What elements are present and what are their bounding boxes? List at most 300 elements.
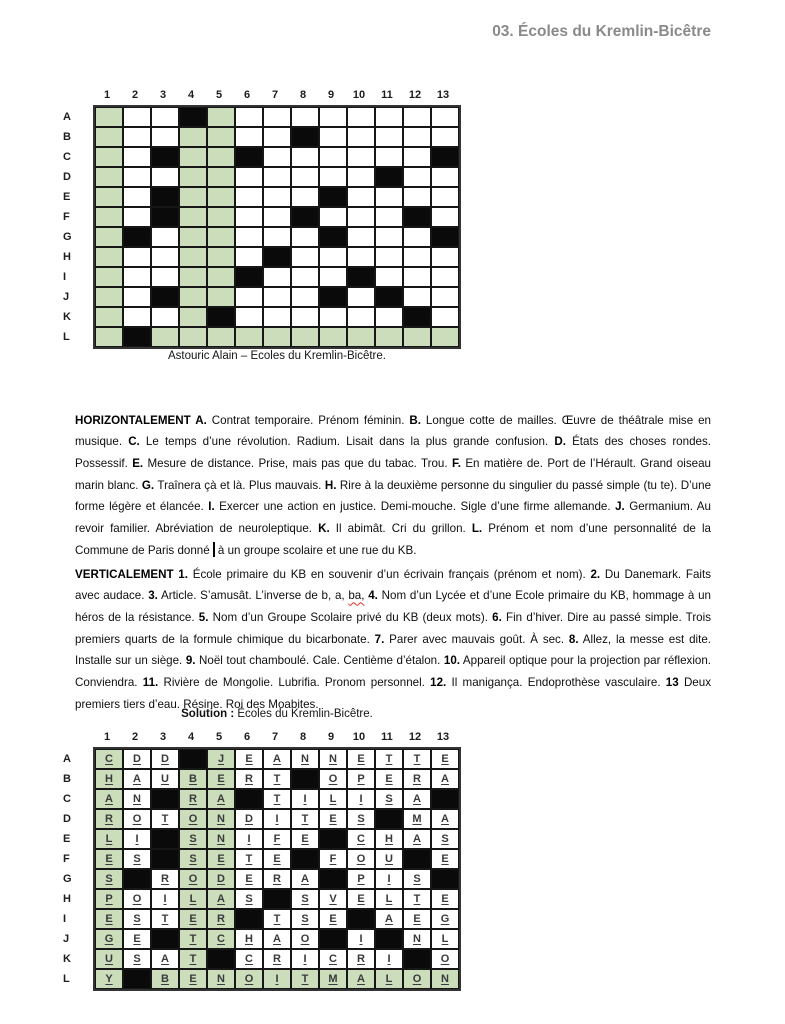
cell-letter: A [413,792,421,805]
cell-H9 [319,247,347,267]
cell-C2 [123,789,151,809]
cell-E10 [347,829,375,849]
cell-L4 [179,969,207,989]
cell-C1 [95,789,123,809]
cell-B2 [123,127,151,147]
cell-K11 [375,949,403,969]
cell-A3 [151,749,179,769]
cell-L6 [235,969,263,989]
cell-F7 [263,849,291,869]
cell-H6 [235,247,263,267]
cell-E13 [431,829,459,849]
cell-letter: T [161,812,169,825]
cell-letter: L [105,832,113,845]
cell-letter: I [247,832,251,845]
cell-H1 [95,247,123,267]
row-label-A: A [63,111,71,123]
cell-L7 [263,969,291,989]
cell-letter: S [133,952,141,965]
cell-E1 [95,187,123,207]
cell-B8 [291,769,319,789]
cell-A10 [347,107,375,127]
cell-F1 [95,207,123,227]
cell-C12 [403,789,431,809]
clue-text: Le temps d’une révolution. Radium. Lisait dans la plus grande confusion. [139,435,555,449]
cell-B3 [151,769,179,789]
cell-G5 [207,227,235,247]
cell-B4 [179,769,207,789]
cell-D12 [403,167,431,187]
cell-D2 [123,809,151,829]
cell-letter: G [104,932,114,945]
horizontal-clues [75,410,711,562]
cell-B12 [403,769,431,789]
cell-C5 [207,147,235,167]
cell-letter: S [385,792,393,805]
cell-letter: E [329,812,337,825]
misspelled-word: ba, [348,589,365,603]
cell-J2 [123,929,151,949]
cell-letter: S [245,892,253,905]
clue-text: États des choses rondes. Possessif. [75,435,711,470]
cell-letter: A [357,972,365,985]
col-number-10: 10 [352,730,366,743]
cell-letter: E [441,852,449,865]
cell-letter: E [189,912,197,925]
cell-F2 [123,207,151,227]
cell-A5 [207,107,235,127]
cell-L7 [263,327,291,347]
cell-H4 [179,247,207,267]
cell-letter: H [245,932,253,945]
cell-G7 [263,869,291,889]
cell-letter: S [189,852,197,865]
cell-I5 [207,909,235,929]
cell-I10 [347,267,375,287]
row-label-G: G [63,231,72,243]
cell-I2 [123,909,151,929]
clue-text: Traînera çà et là. Plus mauvais. [154,478,325,492]
cell-A11 [375,749,403,769]
cell-H9 [319,889,347,909]
cell-letter: I [387,872,391,885]
cell-D11 [375,809,403,829]
cell-letter: C [217,932,225,945]
clue-text: Germanium. Au revoir familier. Abréviation de neuroleptique. [75,500,711,536]
cell-B12 [403,127,431,147]
grid-cells [93,105,461,349]
cell-J7 [263,929,291,949]
cell-letter: I [359,932,363,945]
cell-J5 [207,287,235,307]
cell-B3 [151,127,179,147]
row-label-E: E [63,833,71,845]
page-title: 03. Écoles du Kremlin-Bicêtre [492,23,711,40]
cell-J8 [291,929,319,949]
clue-marker: 2. [590,567,601,581]
cell-G11 [375,227,403,247]
cell-B5 [207,769,235,789]
clue-marker: G. [141,478,155,492]
cell-C13 [431,147,459,167]
col-number-9: 9 [327,730,335,743]
cell-letter: N [217,812,225,825]
puzzle-author-caption: Astouric Alain – Ecoles du Kremlin-Bicêtre. [168,350,386,362]
cell-E12 [403,829,431,849]
cell-J7 [263,287,291,307]
cell-H13 [431,247,459,267]
cell-C12 [403,147,431,167]
cell-letter: R [357,952,365,965]
cell-A7 [263,107,291,127]
cell-letter: I [275,972,279,985]
cell-letter: S [133,912,141,925]
cell-B6 [235,127,263,147]
cell-G11 [375,869,403,889]
cell-A12 [403,107,431,127]
vertical-clues [75,564,711,716]
row-label-F: F [63,211,70,223]
col-number-1: 1 [103,88,111,101]
cell-H3 [151,247,179,267]
cell-I7 [263,909,291,929]
cell-C5 [207,789,235,809]
clue-marker: 9. [185,654,196,668]
cell-D4 [179,809,207,829]
cell-letter: I [303,792,307,805]
solution-caption-text: Écoles du Kremlin-Bicêtre. [234,708,373,720]
cell-A9 [319,749,347,769]
cell-letter: A [441,812,449,825]
cell-A13 [431,749,459,769]
cell-F3 [151,207,179,227]
cell-G10 [347,869,375,889]
cell-F11 [375,849,403,869]
cell-letter: O [328,772,338,785]
cell-K5 [207,949,235,969]
cell-letter: I [303,952,307,965]
clue-text: Parer avec mauvais goût. À sec. [384,632,569,646]
cell-J4 [179,929,207,949]
col-number-8: 8 [299,730,307,743]
col-number-7: 7 [271,730,279,743]
clue-marker: 3. [148,589,158,603]
cell-B10 [347,769,375,789]
cell-F3 [151,849,179,869]
cell-E9 [319,187,347,207]
cell-A1 [95,749,123,769]
cell-B11 [375,769,403,789]
clue-marker: F. [451,457,461,470]
cell-K13 [431,307,459,327]
cell-letter: E [357,892,365,905]
clue-text: Allez, la messe est dite. Installe sur un siège. [75,632,711,668]
cell-C13 [431,789,459,809]
cell-F9 [319,849,347,869]
cell-J13 [431,929,459,949]
clue-marker: I. [208,500,215,514]
clue-marker: D. [554,435,566,449]
cell-letter: L [189,892,197,905]
cell-F4 [179,849,207,869]
cell-F10 [347,849,375,869]
cell-letter: A [441,772,449,785]
cell-letter: A [301,872,309,885]
cell-B6 [235,769,263,789]
cell-D8 [291,167,319,187]
cell-letter: N [217,972,225,985]
cell-K3 [151,307,179,327]
col-number-7: 7 [271,88,279,101]
grid-cells [93,747,461,991]
col-number-12: 12 [408,730,422,743]
cell-K6 [235,307,263,327]
cell-A11 [375,107,403,127]
cell-K9 [319,307,347,327]
cell-J2 [123,287,151,307]
cell-letter: T [385,752,393,765]
cell-J12 [403,929,431,949]
cell-letter: A [385,912,393,925]
cell-I8 [291,909,319,929]
cell-B2 [123,769,151,789]
col-number-5: 5 [215,88,223,101]
cell-letter: L [441,932,449,945]
cell-A4 [179,107,207,127]
cell-J9 [319,287,347,307]
clue-text: Appareil optique pour la projection par réflexion. Conviendra. [75,654,712,690]
cell-H5 [207,247,235,267]
cell-letter: E [217,772,225,785]
cell-F8 [291,207,319,227]
cell-C2 [123,147,151,167]
row-label-C: C [63,793,71,805]
cell-K12 [403,949,431,969]
cell-letter: L [385,972,393,985]
cell-L8 [291,327,319,347]
cell-letter: R [273,872,281,885]
cell-H2 [123,247,151,267]
clue-marker: HORIZONTALEMENT A. [75,413,207,427]
cell-letter: P [105,892,113,905]
cell-C9 [319,789,347,809]
cell-K2 [123,307,151,327]
cell-J3 [151,929,179,949]
clue-marker: C. [128,435,140,449]
cell-letter: N [329,752,337,765]
cell-G3 [151,227,179,247]
cell-D4 [179,167,207,187]
cell-A4 [179,749,207,769]
cell-D9 [319,167,347,187]
cell-letter: E [357,752,365,765]
cell-C8 [291,789,319,809]
cell-C7 [263,147,291,167]
cell-K7 [263,949,291,969]
cell-letter: O [244,972,254,985]
cell-F2 [123,849,151,869]
cell-L5 [207,969,235,989]
cell-F1 [95,849,123,869]
clue-text: Rire à la deuxième personne du singulier du passé simple (tu te). D’une forme légère et élancée. [75,478,712,514]
clue-text: à un groupe scolaire et une rue du KB. [214,543,417,557]
row-label-K: K [63,311,71,323]
cell-G5 [207,869,235,889]
cell-A13 [431,107,459,127]
cell-letter: U [385,852,393,865]
cell-A2 [123,107,151,127]
clue-marker: 11. [142,676,159,690]
cell-H7 [263,247,291,267]
cell-letter: T [273,772,281,785]
cell-L12 [403,969,431,989]
cell-E13 [431,187,459,207]
cell-letter: I [387,952,391,965]
cell-A6 [235,107,263,127]
cell-F12 [403,849,431,869]
cell-letter: S [441,832,449,845]
row-label-H: H [63,893,71,905]
row-label-B: B [63,773,71,785]
cell-H6 [235,889,263,909]
cell-D13 [431,809,459,829]
cell-L8 [291,969,319,989]
clue-text: Longue cotte de mailles. Œuvre de théâtrale mise en musique. [75,413,712,449]
cell-G10 [347,227,375,247]
cell-G2 [123,869,151,889]
cell-F9 [319,207,347,227]
cell-H2 [123,889,151,909]
cell-letter: T [301,972,309,985]
col-number-2: 2 [131,88,139,101]
cell-A9 [319,107,347,127]
cell-letter: N [413,932,421,945]
cell-H5 [207,889,235,909]
clue-marker: B. [409,413,421,427]
cell-E10 [347,187,375,207]
cell-letter: R [217,912,225,925]
clue-text: Du Danemark. Faits avec audace. [75,567,712,603]
cell-I12 [403,909,431,929]
cell-G6 [235,869,263,889]
column-numbers [63,726,461,747]
cell-letter: O [412,972,422,985]
cell-E8 [291,187,319,207]
cell-L5 [207,327,235,347]
cell-J12 [403,287,431,307]
cell-F6 [235,849,263,869]
cell-letter: R [245,772,253,785]
cell-D11 [375,167,403,187]
clue-marker: 4. [364,589,378,603]
cell-B11 [375,127,403,147]
cell-H11 [375,889,403,909]
clue-text: Nom d’un Groupe Scolaire privé du KB (deux mots). [208,611,493,624]
column-numbers [63,84,461,105]
cell-C9 [319,147,347,167]
cell-G1 [95,869,123,889]
cell-I13 [431,267,459,287]
cell-F12 [403,207,431,227]
cell-C4 [179,147,207,167]
cell-I13 [431,909,459,929]
cell-F4 [179,207,207,227]
cell-letter: O [132,892,142,905]
cell-H7 [263,889,291,909]
row-label-I: I [63,271,67,283]
row-labels [63,747,93,991]
cell-letter: R [273,952,281,965]
col-number-9: 9 [327,88,335,101]
cell-H13 [431,889,459,909]
cell-letter: A [133,772,141,785]
cell-G2 [123,227,151,247]
cell-K4 [179,949,207,969]
cell-letter: O [300,932,310,945]
cell-G1 [95,227,123,247]
cell-H1 [95,889,123,909]
cell-letter: A [217,892,225,905]
clue-text: Fin d’hiver. Dire au passé simple. Trois premiers quarts de la formule chimique du bicarbonate. [75,611,711,646]
cell-A1 [95,107,123,127]
cell-letter: E [385,772,393,785]
cell-G7 [263,227,291,247]
cell-letter: O [188,812,198,825]
cell-I11 [375,909,403,929]
cell-D12 [403,809,431,829]
cell-K1 [95,949,123,969]
clue-text: Rivière de Mongolie. Lubrifia. Pronom personnel. [158,676,431,690]
cell-L2 [123,969,151,989]
col-number-4: 4 [187,88,195,101]
cell-E1 [95,829,123,849]
cell-L4 [179,327,207,347]
cell-letter: G [440,912,450,925]
cell-I4 [179,267,207,287]
cell-G12 [403,869,431,889]
cell-K1 [95,307,123,327]
cell-F7 [263,207,291,227]
cell-letter: C [357,832,365,845]
cell-C6 [235,147,263,167]
cell-E4 [179,829,207,849]
cell-I2 [123,267,151,287]
clue-marker: 6. [492,611,502,624]
cell-letter: U [161,772,169,785]
cell-F5 [207,207,235,227]
cell-J5 [207,929,235,949]
cell-E9 [319,829,347,849]
cell-letter: E [329,912,337,925]
cell-F6 [235,207,263,227]
clue-text: Exercer une action en justice. Demi-mouche. Sigle d’une firme allemande. [214,500,616,514]
cell-letter: A [273,932,281,945]
cell-letter: V [329,892,337,905]
cell-H12 [403,889,431,909]
cell-I3 [151,267,179,287]
cell-J10 [347,287,375,307]
cell-C11 [375,789,403,809]
cell-K10 [347,949,375,969]
cell-letter: A [217,792,225,805]
cell-D7 [263,809,291,829]
cell-letter: A [161,952,169,965]
cell-letter: S [301,892,309,905]
cell-letter: T [245,852,253,865]
cell-J13 [431,287,459,307]
cell-I9 [319,267,347,287]
cell-I1 [95,909,123,929]
